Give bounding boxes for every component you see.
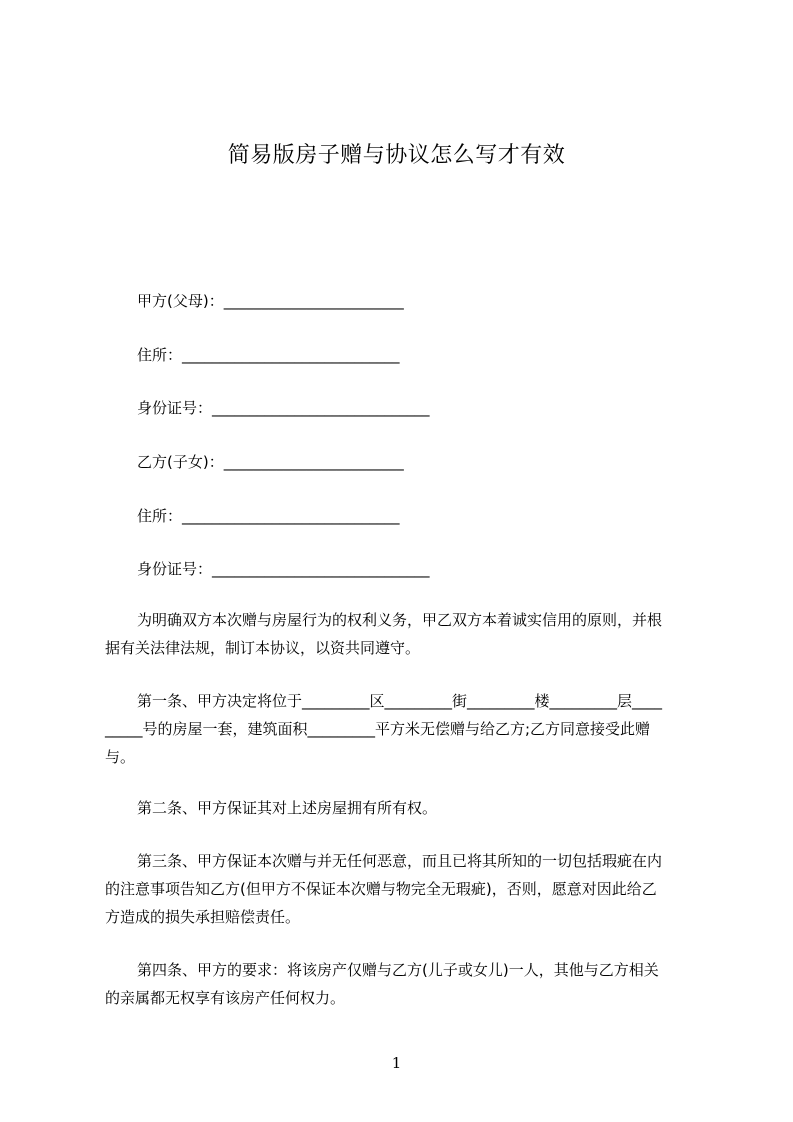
paragraph-line: 第二条、甲方保证其对上述房屋拥有所有权。 [137, 799, 438, 817]
paragraph-line: 第三条、甲方保证本次赠与并无任何恶意，而且已将其所知的一切包括瑕疵在内 [137, 852, 663, 870]
field-label: 身份证号： [137, 399, 213, 417]
paragraph-line: _____号的房屋一套，建筑面积_________平方米无偿赠与给乙方;乙方同意接受此赠 [105, 720, 651, 738]
field-blank: _____________________________ [182, 507, 400, 525]
paragraph-line: 据有关法律法规，制订本协议，以资共同遵守。 [105, 639, 421, 657]
paragraph-line: 的亲属都无权享有该房产任何权力。 [105, 989, 346, 1007]
field-blank: ________________________ [223, 292, 404, 310]
field-blank: _____________________________ [212, 399, 430, 417]
field-label: 住所： [137, 346, 183, 364]
preamble-paragraph [105, 606, 705, 662]
party-b-id-field [137, 558, 430, 580]
page-number: 1 [391, 1054, 402, 1072]
field-blank: _____________________________ [212, 560, 430, 578]
field-blank: _____________________________ [182, 346, 400, 364]
paragraph-line: 方造成的损失承担赔偿责任。 [105, 908, 301, 926]
field-label: 身份证号： [137, 560, 213, 578]
party-b-name-field [137, 451, 404, 473]
article-4-paragraph [105, 956, 705, 1012]
article-3-paragraph [105, 847, 705, 931]
party-b-address-field [137, 505, 400, 527]
article-2-paragraph [105, 794, 705, 822]
paragraph-line: 第一条、甲方决定将位于_________区_________街_________楼_________层____ [137, 692, 663, 710]
paragraph-line: 的注意事项告知乙方(但甲方不保证本次赠与物完全无瑕疵)，否则，愿意对因此给乙 [105, 880, 657, 898]
article-1-paragraph [105, 687, 705, 771]
paragraph-line: 与。 [105, 748, 136, 766]
document-title: 简易版房子赠与协议怎么写才有效 [227, 143, 566, 168]
party-a-id-field [137, 397, 430, 419]
paragraph-line: 为明确双方本次赠与房屋行为的权利义务，甲乙双方本着诚实信用的原则，并根 [137, 611, 663, 629]
field-label: 住所： [137, 507, 183, 525]
field-blank: ________________________ [223, 453, 404, 471]
field-label: 甲方(父母)： [137, 292, 224, 310]
party-a-address-field [137, 344, 400, 366]
paragraph-line: 第四条、甲方的要求：将该房产仅赠与乙方(儿子或女儿)一人，其他与乙方相关 [137, 961, 659, 979]
field-label: 乙方(子女)： [137, 453, 224, 471]
party-a-name-field [137, 290, 404, 312]
